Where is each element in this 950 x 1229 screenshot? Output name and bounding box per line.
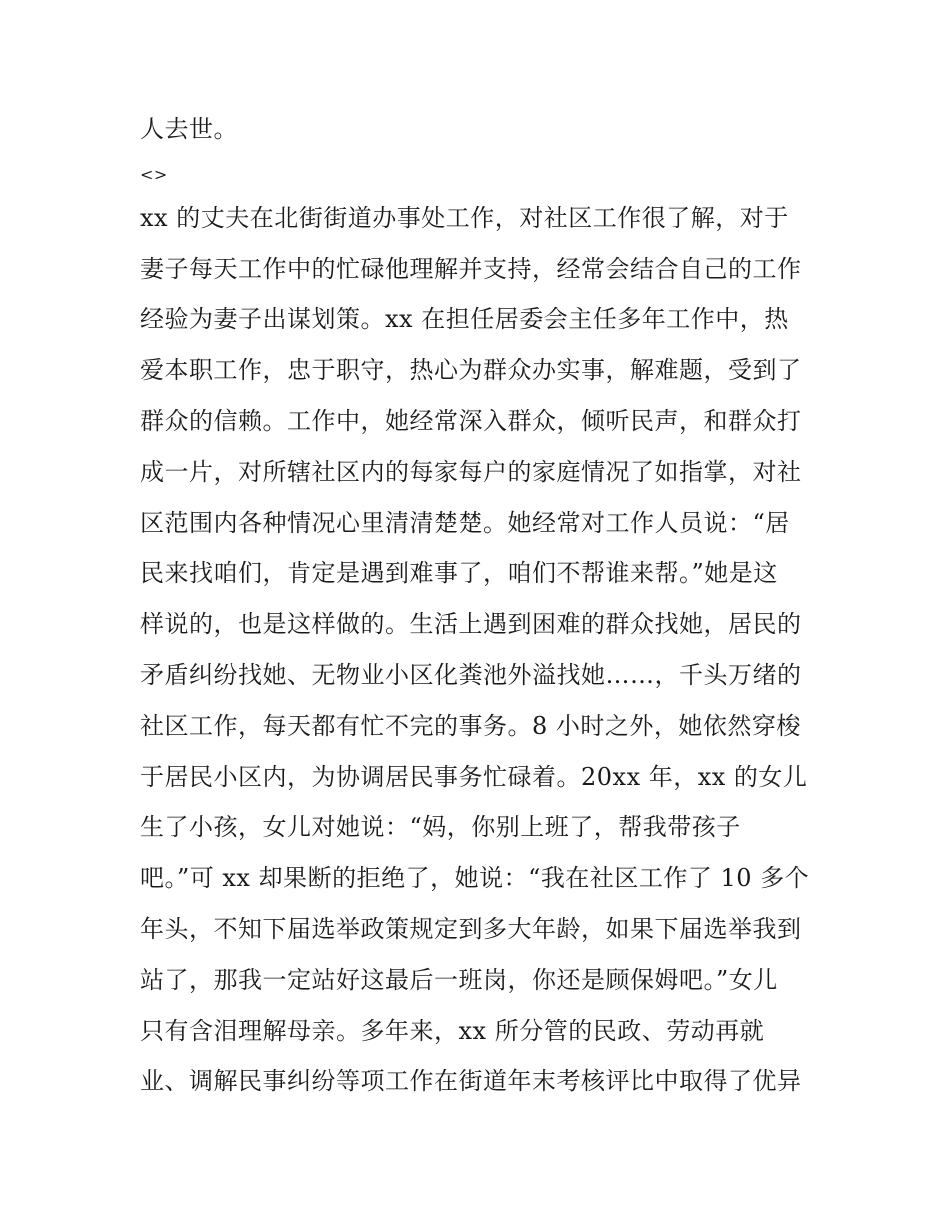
text-line: 于居民小区内，为协调居民事务忙碌着。20xx 年，xx 的女儿 xyxy=(140,762,808,791)
text-line: 矛盾纠纷找她、无物业小区化粪池外溢找她……，千头万绪的 xyxy=(140,660,802,689)
text-line: <> xyxy=(140,164,168,184)
text-line: 成一片，对所辖社区内的每家每户的家庭情况了如指掌，对社 xyxy=(140,457,802,486)
text-line: 样说的，也是这样做的。生活上遇到困难的群众找她，居民的 xyxy=(140,610,802,639)
text-line: 社区工作，每天都有忙不完的事务。8 小时之外，她依然穿梭 xyxy=(140,711,801,740)
text-line: 区范围内各种情况心里清清楚楚。她经常对工作人员说：“居 xyxy=(140,508,790,537)
body-text xyxy=(140,110,820,1113)
text-line: 群众的信赖。工作中，她经常深入群众，倾听民声，和群众打 xyxy=(140,406,802,435)
text-line: 站了，那我一定站好这最后一班岗，你还是顾保姆吧。”女儿 xyxy=(140,965,778,994)
text-line: 生了小孩，女儿对她说：“妈，你别上班了，帮我带孩子 xyxy=(140,813,741,842)
text-line: 人去世。 xyxy=(140,115,238,143)
text-line: 爱本职工作，忠于职守，热心为群众办实事，解难题，受到了 xyxy=(140,356,802,385)
text-line: 民来找咱们，肯定是遇到难事了，咱们不帮谁来帮。”她是这 xyxy=(140,559,778,588)
text-line: 只有含泪理解母亲。多年来，xx 所分管的民政、劳动再就 xyxy=(140,1016,765,1045)
text-line: 年头，不知下届选举政策规定到多大年龄，如果下届选举我到 xyxy=(140,914,802,943)
text-line: 妻子每天工作中的忙碌他理解并支持，经常会结合自己的工作 xyxy=(140,254,802,283)
text-line: 吧。”可 xx 却果断的拒绝了，她说：“我在社区工作了 10 多个 xyxy=(140,864,810,893)
text-line: 业、调解民事纠纷等项工作在街道年末考核评比中取得了优异 xyxy=(140,1067,802,1096)
text-line: xx 的丈夫在北街街道办事处工作，对社区工作很了解，对于 xyxy=(140,203,789,232)
text-line: 经验为妻子出谋划策。xx 在担任居委会主任多年工作中，热 xyxy=(140,305,789,334)
